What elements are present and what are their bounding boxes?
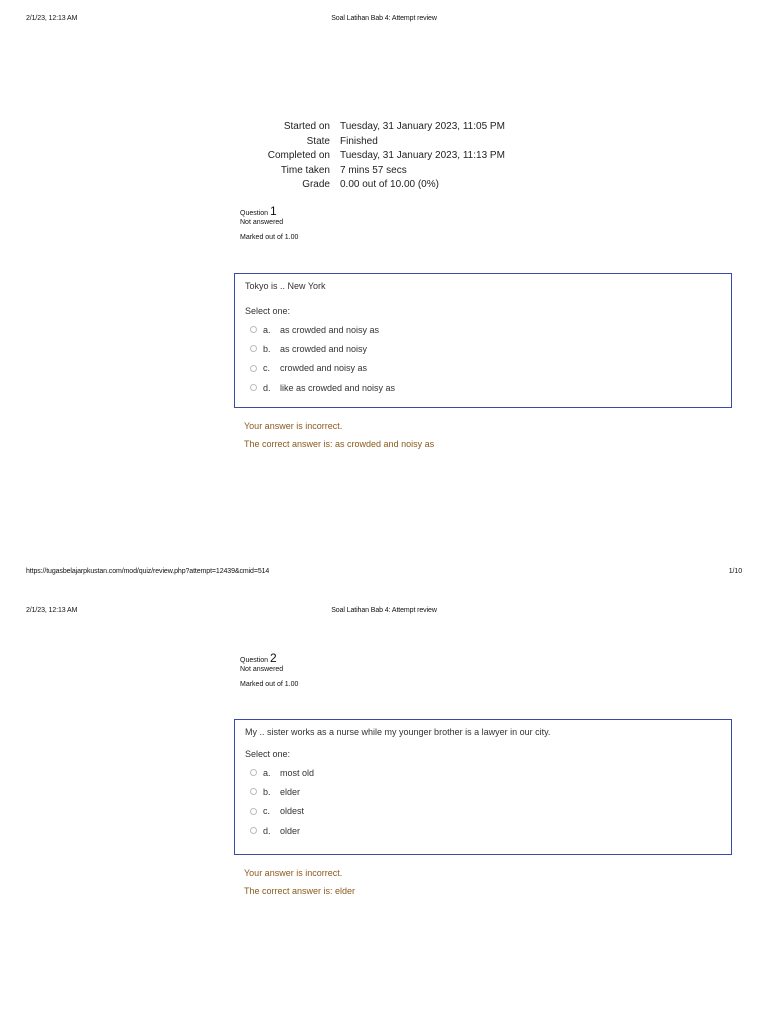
option-a[interactable]: [245, 320, 721, 339]
feedback-incorrect: Your answer is incorrect.: [244, 421, 343, 431]
print-title: Soal Latihan Bab 4: Attempt review: [331, 607, 437, 614]
radio-button[interactable]: [250, 769, 257, 776]
option-c[interactable]: [245, 802, 721, 821]
print-url[interactable]: https://tugasbelajarpkustan.com/mod/quiz/review.php?attempt=12439&cmid=514: [26, 568, 270, 575]
option-letter: c.: [263, 363, 271, 374]
option-text: oldest: [280, 806, 305, 817]
question-marks: Marked out of 1.00: [240, 234, 299, 241]
radio-button[interactable]: [250, 808, 257, 815]
question-text: My .. sister works as a nurse while my younger brother is a lawyer in our city.: [245, 727, 551, 737]
option-c[interactable]: [245, 359, 721, 378]
option-d[interactable]: [245, 378, 721, 397]
radio-button[interactable]: [250, 384, 257, 391]
summary-value: Tuesday, 31 January 2023, 11:13 PM: [340, 150, 505, 161]
option-letter: d.: [263, 382, 271, 393]
print-datetime: 2/1/23, 12:13 AM: [26, 607, 78, 614]
radio-button[interactable]: [250, 365, 257, 372]
question-box: [234, 273, 732, 408]
question-label: Question: [240, 657, 269, 664]
radio-button[interactable]: [250, 326, 257, 333]
option-d[interactable]: [245, 821, 721, 840]
summary-label: State: [306, 135, 330, 147]
print-page-number: 1/10: [728, 568, 742, 575]
option-letter: a.: [263, 324, 271, 335]
summary-value: 7 mins 57 secs: [340, 164, 407, 176]
radio-button[interactable]: [250, 345, 257, 352]
option-text: as crowded and noisy as: [280, 324, 380, 335]
question-label: Question: [240, 210, 269, 217]
option-text: as crowded and noisy: [280, 343, 368, 354]
question-number: [240, 651, 298, 666]
summary-row-time-taken: [230, 164, 505, 179]
feedback-correct-answer: The correct answer is: as crowded and noisy as: [244, 439, 435, 449]
question-feedback: [244, 421, 434, 457]
summary-label: Time taken: [280, 164, 330, 176]
select-one-label: Select one:: [245, 749, 291, 759]
summary-label: Started on: [283, 121, 330, 132]
question-number-value: 2: [270, 651, 277, 665]
summary-row-state: [230, 135, 505, 150]
option-text: like as crowded and noisy as: [280, 382, 396, 393]
question-number-value: 1: [270, 204, 277, 218]
question-info: [240, 204, 298, 249]
question-info: [240, 651, 298, 696]
option-text: crowded and noisy as: [280, 363, 368, 374]
question-marks: Marked out of 1.00: [240, 681, 299, 688]
attempt-summary: [230, 120, 505, 193]
question-number: [240, 204, 298, 219]
summary-label: Grade: [302, 179, 330, 190]
option-letter: d.: [263, 825, 271, 836]
question-status: Not answered: [240, 666, 284, 673]
question-box: [234, 719, 732, 855]
summary-row-completed: [230, 149, 505, 164]
option-text: most old: [280, 767, 315, 778]
feedback-correct-answer: The correct answer is: elder: [244, 886, 356, 896]
option-letter: b.: [263, 343, 271, 354]
summary-row-grade: [230, 178, 505, 193]
option-letter: a.: [263, 767, 271, 778]
option-text: older: [280, 825, 301, 836]
option-b[interactable]: [245, 782, 721, 801]
option-letter: b.: [263, 786, 271, 797]
option-a[interactable]: [245, 763, 721, 782]
option-b[interactable]: [245, 339, 721, 358]
feedback-incorrect: Your answer is incorrect.: [244, 868, 343, 878]
select-one-label: Select one:: [245, 306, 291, 316]
summary-value: Tuesday, 31 January 2023, 11:05 PM: [340, 121, 505, 132]
print-title: Soal Latihan Bab 4: Attempt review: [331, 15, 437, 22]
summary-row-started: [230, 120, 505, 135]
option-text: elder: [280, 786, 301, 797]
summary-value: Finished: [340, 135, 378, 147]
question-status: Not answered: [240, 219, 284, 226]
print-datetime: 2/1/23, 12:13 AM: [26, 15, 78, 22]
radio-button[interactable]: [250, 827, 257, 834]
option-letter: c.: [263, 806, 271, 817]
question-feedback: [244, 868, 355, 904]
radio-button[interactable]: [250, 788, 257, 795]
question-text: Tokyo is .. New York: [245, 281, 326, 291]
summary-value: 0.00 out of 10.00 (0%): [340, 179, 439, 190]
summary-label: Completed on: [267, 150, 330, 161]
